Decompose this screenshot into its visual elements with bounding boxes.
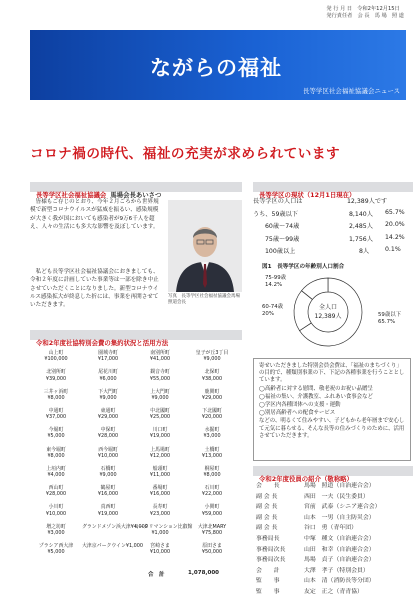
greeting-heading — [30, 182, 242, 199]
officer-row — [252, 512, 412, 523]
donation-cell — [186, 427, 238, 440]
stats-row — [253, 246, 413, 259]
donation-cell — [134, 543, 186, 556]
stats-value: 2,485人 — [349, 223, 373, 230]
donation-amount: ¥29,000 — [201, 394, 223, 401]
officer-role: 会 長 — [256, 483, 280, 489]
slice-value: 65.7% — [378, 319, 396, 325]
donation-cell — [30, 427, 82, 440]
donation-area: 石橋町 — [100, 465, 116, 472]
chairman-photo — [168, 200, 242, 292]
donation-area: 原田さま — [202, 543, 222, 549]
donation-amount: ¥9,000 — [203, 356, 221, 363]
slice-label-60-74 — [262, 304, 283, 318]
donation-cell — [186, 408, 238, 421]
donation-cell — [30, 524, 82, 537]
officer-row — [252, 491, 412, 502]
stats-row — [253, 221, 413, 234]
stats-value: 8人 — [359, 248, 370, 255]
stats-label: 長等学区の人口は — [253, 198, 303, 205]
greeting-heading-org: 長等学区社会福祉協議会 — [36, 191, 107, 199]
officer-row — [252, 533, 412, 544]
officer-role: 監 事 — [256, 578, 280, 585]
donation-amount: ¥28,000 — [45, 491, 67, 498]
donation-cell — [30, 466, 82, 479]
donation-cell — [134, 485, 186, 498]
donation-cell — [186, 389, 238, 402]
donation-cell — [186, 447, 238, 460]
donation-area: 西今堀町 — [98, 446, 118, 453]
donation-cell — [186, 504, 238, 517]
officer-row — [252, 501, 412, 512]
population-stats — [253, 196, 413, 259]
notice-item: ◯別居高齢者への配食サービス — [259, 410, 336, 417]
donation-cell — [134, 466, 186, 479]
publisher: 発行責任者 会 長 馬 場 照 道 — [326, 13, 404, 19]
donation-cell — [186, 485, 238, 498]
slice-number: 14.2 — [265, 282, 278, 288]
officer-role: 副 会 長 — [256, 514, 278, 521]
donation-amount: ¥75,800 — [201, 529, 223, 536]
donation-area: 中通町 — [48, 407, 64, 414]
donation-area: 石川町 — [204, 485, 220, 492]
donation-area: 上垣内町 — [46, 465, 66, 472]
donation-cell — [134, 350, 186, 363]
donation-cell — [134, 369, 186, 382]
donation-amount: ¥8,000 — [203, 472, 221, 479]
donation-cell — [82, 350, 134, 363]
donation-amount: ¥9,000 — [151, 394, 169, 401]
officer-role: 副 会 長 — [256, 525, 278, 532]
donation-amount: ¥28,000 — [97, 433, 119, 440]
donation-amount: ¥37,000 — [45, 414, 67, 421]
donation-cell — [30, 350, 82, 363]
donation-amount: ¥19,000 — [149, 433, 171, 440]
donation-cell — [30, 389, 82, 402]
notice-item: ◯福祉の集い、介護教室、ふれあい食事会など — [259, 393, 373, 400]
donation-amount: ¥11,000 — [149, 472, 171, 479]
officer-row — [252, 544, 412, 555]
greeting-paragraph-1: 皆様もご存じのとおり、今年２月ごろから世界規模で新型コロナウイルスが猛威を振るい、感染規模が大きく我が国においても感染者が9万6千人を超え、人々の生活にも多大な影響を及ぼしています。 — [30, 199, 159, 230]
donation-cell — [30, 543, 82, 556]
stats-heading — [253, 182, 413, 199]
officer-row — [252, 522, 412, 533]
officer-row — [252, 565, 412, 576]
newsletter-title: ながらの福祉 — [150, 56, 282, 80]
donation-amount: ¥59,000 — [201, 510, 223, 517]
donation-area: 北別所町 — [46, 369, 66, 376]
officer-name: 大澤 孝子（特別会員） — [304, 567, 369, 574]
donation-area: グランドメゾン浜大津¥4,000 — [82, 523, 148, 530]
donation-cell — [30, 369, 82, 382]
donation-cell — [186, 466, 238, 479]
donation-area: プラシア西大津 — [38, 543, 74, 549]
donation-amount: ¥13,000 — [201, 452, 223, 459]
stats-label: 75歳～99歳 — [265, 235, 300, 243]
donation-cell — [134, 427, 186, 440]
donation-cell — [82, 408, 134, 421]
stats-value: 8,140人 — [349, 210, 373, 218]
officer-role: 副 会 長 — [256, 493, 278, 500]
donation-amount: ¥50,000 — [201, 549, 223, 556]
slice-number: 20 — [262, 311, 269, 317]
donation-cell — [134, 447, 186, 460]
donation-area: 中保町 — [100, 427, 116, 434]
donation-area: 鹿関町 — [204, 388, 220, 395]
donation-cell — [30, 504, 82, 517]
stats-label: うち、59歳以下 — [253, 210, 298, 218]
donation-cell — [186, 350, 238, 363]
donation-area: 宮崎さま — [150, 543, 170, 549]
officers-heading — [253, 466, 413, 483]
donation-cell — [186, 369, 238, 382]
donation-amount: ¥12,000 — [149, 452, 171, 459]
stats-pct: 20.0% — [385, 221, 405, 228]
donation-area: 南別所町 — [150, 350, 170, 356]
officer-role: 事務局次長 — [256, 546, 286, 553]
donation-amount: ¥3,000 — [203, 433, 221, 440]
donation-cell — [134, 408, 186, 421]
donation-area: 下大門町 — [98, 388, 118, 395]
donation-cell — [82, 427, 134, 440]
stats-label: 100歳以上 — [265, 248, 296, 255]
donation-amount: ¥6,000 — [99, 375, 117, 382]
officer-name: 山本 一男（自主防災会） — [304, 514, 375, 521]
donation-amount: ¥55,000 — [149, 375, 171, 382]
issue-meta — [326, 6, 404, 20]
notice-intro: 寄せいただきました特別会員会費は、「福祉のまちづくり」の目的で、種類別事業の下、下記の各種事業を行うこととしています。 — [259, 363, 405, 384]
donation-area: 観音寺町 — [150, 369, 170, 376]
officer-role: 事務局長 — [256, 535, 280, 542]
donation-cell — [82, 369, 134, 382]
officer-name: 馬場 照道（自治連合会） — [304, 483, 375, 489]
donation-cell — [30, 447, 82, 460]
donation-amount: ¥16,000 — [97, 491, 119, 498]
donation-amount: ¥5,000 — [47, 549, 65, 556]
slice-value: 20% — [262, 311, 274, 317]
donation-amount: ¥41,000 — [149, 356, 171, 363]
donation-amount: ¥9,000 — [99, 394, 117, 401]
stats-heading-text: 長等学区の現状（12月1日現在） — [259, 191, 356, 199]
chart-center-label: 全人口 — [318, 304, 338, 311]
total-label: 合 計 — [148, 572, 165, 578]
donation-cell — [82, 485, 134, 498]
donation-cell — [134, 523, 193, 537]
slice-label-75-99 — [265, 275, 286, 289]
donation-area: 上馬場町 — [150, 446, 170, 453]
donation-area: 川口町 — [152, 427, 168, 434]
donation-amount: ¥23,000 — [149, 510, 171, 517]
stats-pct: 65.7% — [385, 208, 405, 216]
donation-cell — [186, 524, 238, 537]
donation-amount: ¥3,000 — [47, 529, 65, 536]
officer-role: 会 計 — [256, 567, 280, 574]
issue-date: 発 行 月 日 令和2年12月15日 — [326, 6, 400, 12]
headline: コロナ禍の時代、福祉の充実が求められています — [30, 146, 341, 162]
donation-amount: ¥22,000 — [201, 491, 223, 498]
officer-row — [252, 480, 412, 491]
slice-category: 60-74歳 — [262, 304, 284, 310]
officer-name: 谷口 勇（青年団） — [304, 525, 358, 532]
stats-value: 1,756人 — [349, 235, 373, 243]
donation-cell — [30, 408, 82, 421]
donation-amount: ¥10,000 — [97, 452, 119, 459]
donation-area: 北保町 — [204, 369, 220, 376]
donation-area: 小川町 — [48, 504, 64, 511]
person-icon — [168, 200, 242, 292]
donation-area: 小関町 — [204, 504, 220, 511]
donation-area: 尾花川町 — [98, 369, 118, 376]
donation-area: 今堀町 — [48, 427, 64, 434]
total-value: 1,078,000 — [188, 570, 219, 576]
chart-center-value: 12,389人 — [314, 313, 342, 320]
donation-amount: ¥9,000 — [99, 472, 117, 479]
donation-cell — [82, 389, 134, 402]
greeting-heading-title: 馬場会長あいさつ — [110, 191, 162, 199]
donation-cell — [82, 504, 134, 517]
slice-category: 59歳以下 — [378, 312, 402, 318]
donation-area: 大津京パークウイン¥1,000 — [82, 543, 143, 549]
slice-number: 65.7 — [378, 319, 391, 325]
donation-area: 東通町 — [100, 407, 116, 414]
donation-cell — [82, 523, 148, 530]
stats-pct: 14.2% — [385, 233, 405, 241]
officer-name: 宮前 武泰（シニア連合会） — [304, 504, 381, 511]
chart-title: 図1 長等学区の年齢別人口割合 — [262, 264, 345, 270]
donation-area: 西山町 — [48, 485, 64, 492]
donation-area: 山上町 — [48, 350, 64, 356]
donation-amount: ¥8,000 — [47, 452, 65, 459]
slice-category: 75-99歳 — [265, 275, 287, 281]
donation-area: 大津北MARY — [197, 523, 227, 530]
donation-amount: ¥25,000 — [149, 414, 171, 421]
donation-amount: ¥17,000 — [97, 356, 119, 363]
donation-cell — [186, 543, 238, 556]
officer-name: 馬場 貞子（自治連合会） — [304, 557, 375, 564]
donation-cell — [30, 485, 82, 498]
officer-name: 中塚 種文（自治連合会） — [304, 535, 375, 542]
donation-area: 東今堀町 — [46, 446, 66, 453]
officer-role: 副 会 長 — [256, 504, 278, 511]
notice-item: ◯高齢者に対する慰問、敬老祝のお祝い品贈呈 — [259, 385, 373, 392]
officer-row — [252, 575, 412, 586]
donation-amount: ¥100,000 — [44, 356, 68, 363]
donation-area: 桐屋町 — [204, 465, 220, 472]
donation-amount: ¥29,000 — [97, 414, 119, 421]
donation-amount: ¥4,000 — [47, 472, 65, 479]
notice-closing: などの、明るくて住みやすい、子どもから老年層まで安心して元気に暮らせる、そんな長等の住みづくりのために、活用させていただきます。 — [259, 418, 405, 439]
donation-area: 船頭町 — [152, 465, 168, 472]
officer-row — [252, 554, 412, 565]
donation-amount: ¥5,000 — [47, 433, 65, 440]
usage-notice — [253, 358, 411, 461]
donation-cell — [82, 543, 143, 549]
newsletter-subtitle: 長等学区社会福祉協議会ニュース — [302, 87, 400, 95]
officers-list — [252, 480, 412, 597]
officer-name: 山本 清（消防長等分団） — [304, 578, 375, 585]
slice-value: 14.2% — [265, 282, 283, 288]
donation-area: 中北國町 — [150, 407, 170, 414]
stats-value: 12,389人です — [347, 198, 388, 205]
officer-row — [252, 586, 412, 597]
donation-amount: ¥8,000 — [47, 394, 65, 401]
donation-amount: ¥39,000 — [45, 375, 67, 382]
slice-label-59-under — [378, 312, 401, 326]
officers-heading-text: 令和2年度役員の紹介（敬称略） — [259, 475, 353, 483]
donation-area: 真西町 — [100, 504, 116, 511]
donation-area: 皇子が丘3丁目 — [195, 350, 229, 356]
officer-role: 事務局次長 — [256, 557, 286, 564]
donation-area: 長寿町 — [152, 504, 168, 511]
donation-amount: ¥38,000 — [201, 375, 223, 382]
donation-area: 三井ヶ浜町 — [43, 388, 69, 395]
donation-area: 土橋町 — [204, 446, 220, 453]
donation-amount: ¥16,000 — [149, 491, 171, 498]
donation-cell — [82, 466, 134, 479]
donation-amount: ¥10,000 — [149, 549, 171, 556]
donations-heading-text: 令和2年度社協特別会費の集約状況と活用方法 — [36, 339, 169, 347]
donation-area: 水掘町 — [204, 427, 220, 434]
donation-amount: ¥20,000 — [201, 414, 223, 421]
officer-role: 監 事 — [256, 588, 280, 595]
donation-area: 番場町 — [152, 485, 168, 492]
photo-caption: 写真 長等学区社会福祉協議会馬場照道会長 — [168, 294, 240, 305]
age-donut-chart — [280, 272, 376, 352]
stats-pct: 0.1% — [385, 246, 401, 253]
donation-amount: ¥1,000 — [151, 529, 169, 536]
donation-cell — [134, 389, 186, 402]
stats-row — [253, 209, 413, 222]
greeting-paragraph-2: 私ども長等学区社会福祉協議会におきましても、令和２年度に計画していた事業等は一部を除き中止させていただくことになりました。新型コロナウイルス感染拡大が終息した折には、事業を再開させていただきます。 — [30, 269, 159, 309]
donation-area: 下北國町 — [202, 407, 222, 414]
donation-area: 園城寺町 — [98, 350, 118, 356]
stats-label: 60歳～74歳 — [265, 223, 300, 230]
donation-amount: ¥10,000 — [45, 510, 67, 517]
notice-item: ◯学区内各種団体への支援・運動 — [259, 402, 341, 409]
donations-heading — [30, 330, 242, 347]
donation-cell — [82, 447, 134, 460]
donation-area: 増之坊町 — [46, 523, 66, 530]
stats-row — [253, 234, 413, 247]
officer-name: 友定 正之（青青協） — [304, 588, 363, 595]
donation-amount: ¥19,000 — [97, 510, 119, 517]
donation-area: 上大門町 — [150, 388, 170, 395]
officer-name: 山田 和幸（自治連合会） — [304, 546, 375, 553]
donation-area: 鶴屋町 — [100, 485, 116, 492]
officer-name: 西田 一夫（民生委員） — [304, 493, 369, 500]
stats-row — [253, 196, 413, 209]
donation-area: ロータリマンション比叡館 — [134, 523, 193, 530]
donation-cell — [134, 504, 186, 517]
